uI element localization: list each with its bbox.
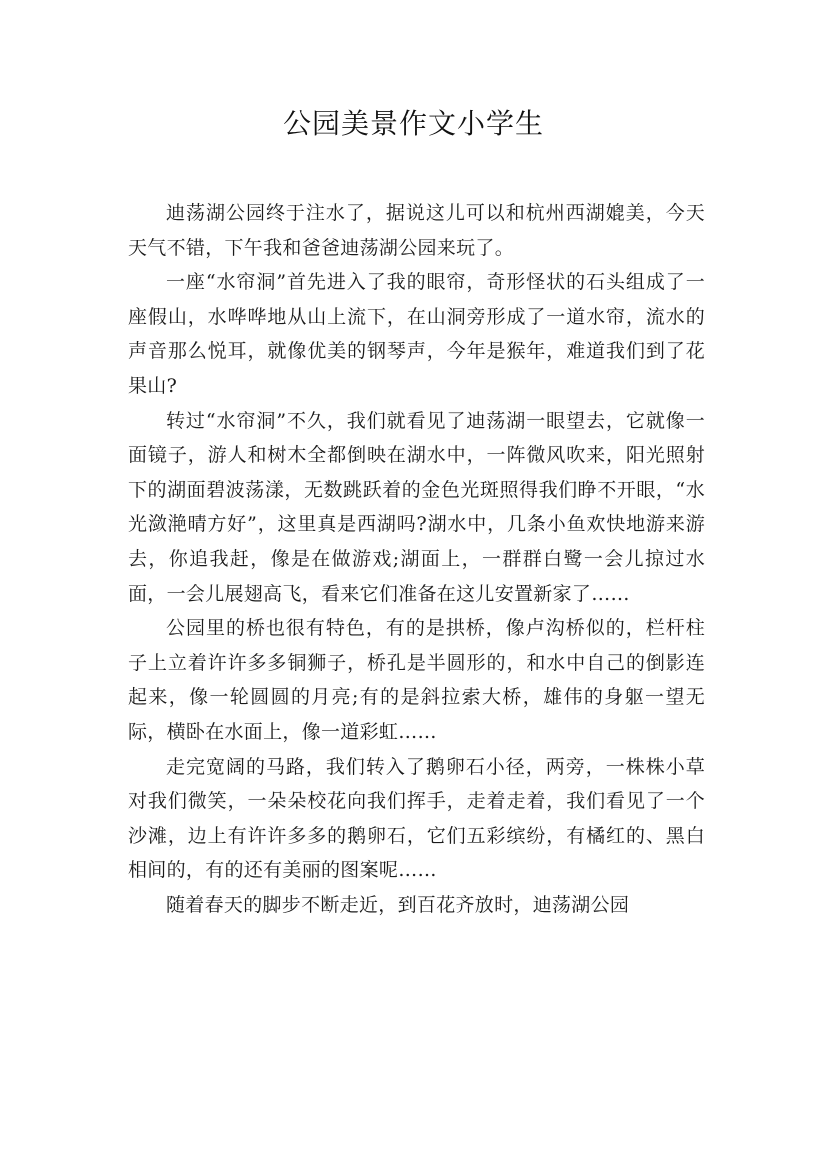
paragraph: 一座“水帘洞”首先进入了我的眼帘，奇形怪状的石头组成了一座假山，水哗哗地从山上流下，在山洞旁形成了一道水帘，流水的声音那么悦耳，就像优美的钢琴声，今年是猴年，难道我们到了花果山? [128,271,705,397]
paragraph: 转过“水帘洞”不久，我们就看见了迪荡湖一眼望去，它就像一面镜子，游人和树木全都倒映在湖水中，一阵微风吹来，阳光照射下的湖面碧波荡漾，无数跳跃着的金色光斑照得我们睁不开眼，“水光潋滟晴方好”，这里真是西湖吗?湖水中，几条小鱼欢快地游来游去，你追我赶，像是在做游戏;湖面上，一群群白鹭一会儿掠过水面，一会儿展翅高飞，看来它们准备在这儿安置新家了…… [128,409,705,605]
paragraph: 随着春天的脚步不断走近，到百花齐放时，迪荡湖公园 [166,893,630,916]
paragraph: 迪荡湖公园终于注水了，据说这儿可以和杭州西湖媲美，今天天气不错，下午我和爸爸迪荡湖公园来玩了。 [128,202,705,259]
document-body [128,196,705,922]
paragraph: 走完宽阔的马路，我们转入了鹅卵石小径，两旁，一株株小草对我们微笑，一朵朵校花向我们挥手，走着走着，我们看见了一个沙滩，边上有许许多多的鹅卵石，它们五彩缤纷，有橘红的、黑白相间的，有的还有美丽的图案呢…… [128,755,705,882]
paragraph: 公园里的桥也很有特色，有的是拱桥，像卢沟桥似的，栏杆柱子上立着许许多多铜狮子，桥孔是半圆形的，和水中自己的倒影连起来，像一轮圆圆的月亮;有的是斜拉索大桥，雄伟的身躯一望无际，横卧在水面上，像一道彩虹…… [128,617,705,743]
document-title: 公园美景作文小学生 [282,107,544,140]
